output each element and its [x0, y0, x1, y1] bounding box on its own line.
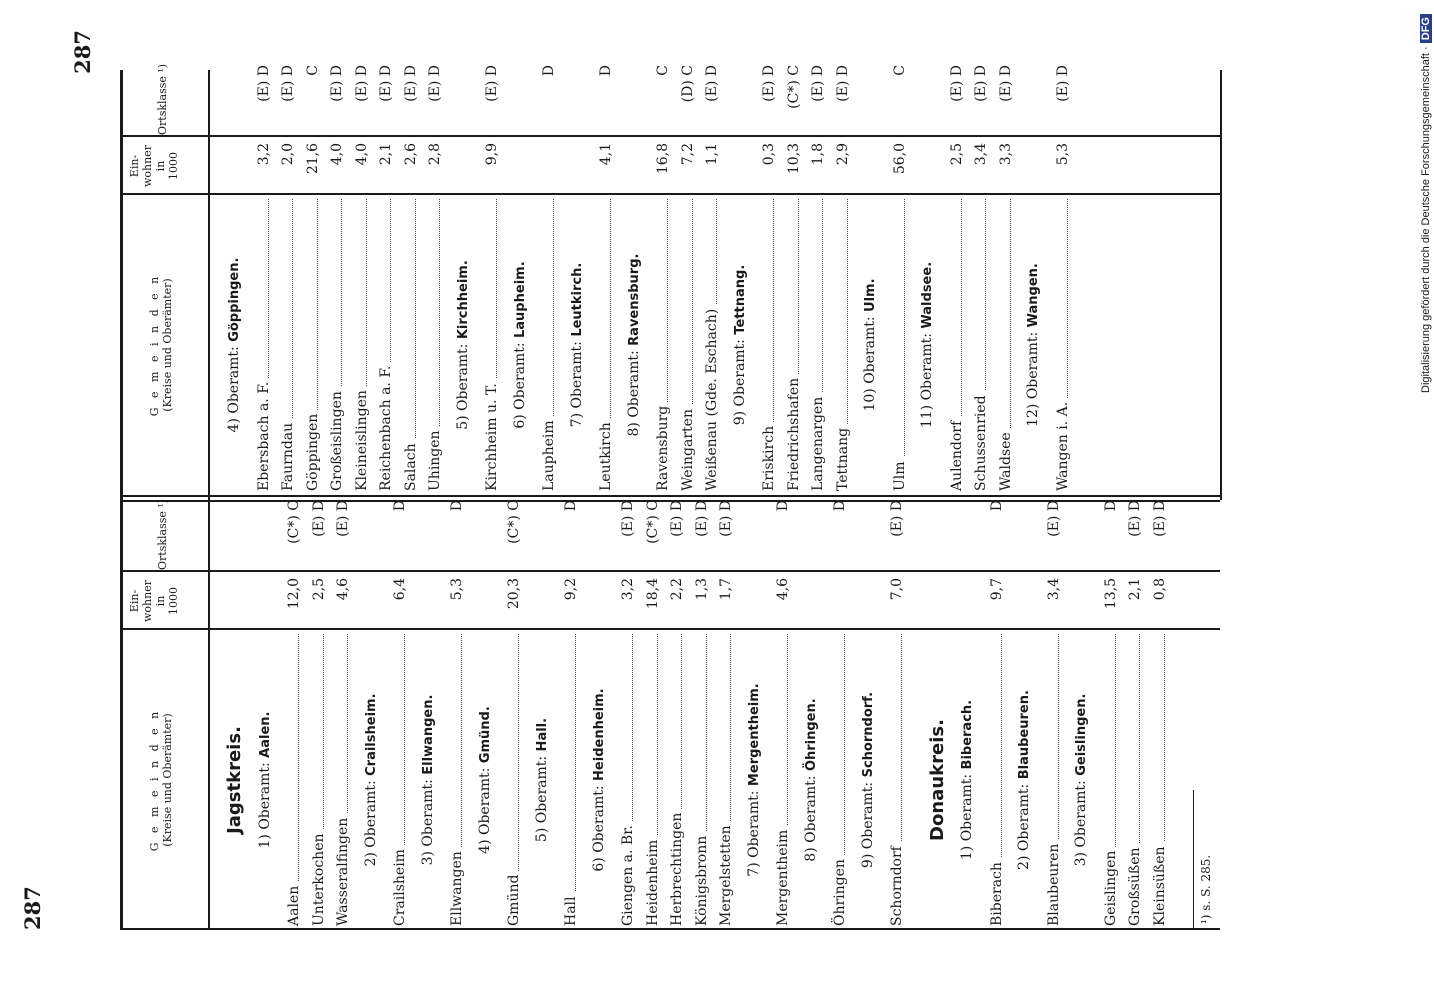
table-row: [400, 65, 422, 491]
einwohner-value: 20,3: [506, 578, 522, 610]
section-label: 5) Oberamt:: [533, 755, 550, 843]
table-row: [1043, 500, 1065, 926]
dot-leader: [889, 199, 905, 491]
table-row: [424, 65, 446, 491]
einwohner-value: 1,7: [718, 578, 734, 601]
gemeinde-name: Ulm: [889, 457, 911, 491]
table-row: [503, 500, 525, 926]
ortsklasse-value: (E) D: [693, 500, 710, 537]
footnote-rule: [1193, 790, 1194, 930]
einwohner-value: 4,0: [353, 143, 370, 166]
table-row: [889, 65, 911, 491]
header-gemeinden-title: G e m e i n d e n: [148, 708, 161, 852]
header-ortsklasse-left: Ortsklasse ¹): [156, 498, 169, 570]
table-row: [715, 500, 737, 926]
ortsklasse-value: D: [775, 500, 791, 512]
middle-double-rule-b: [120, 495, 1220, 497]
section-name: Waldsee.: [920, 261, 935, 329]
header-einwohner-line: wohner: [141, 145, 154, 187]
header-gemeinden-sub: (Kreise und Oberämter): [161, 713, 174, 847]
header-einwohner-line: Ein-: [128, 154, 141, 178]
section-heading: [860, 630, 876, 930]
einwohner-value: 7,2: [679, 143, 696, 166]
ortsklasse-value: (E) D: [889, 500, 905, 537]
section-name: Blaubeuren.: [1017, 690, 1032, 780]
gemeinde-name: Großsüßen: [1124, 843, 1146, 926]
ortsklasse-value: (E) D: [402, 65, 419, 102]
ortsklasse-value: (E) D: [1127, 500, 1143, 537]
section-heading: [1016, 630, 1032, 930]
ortsklasse-value: (E) D: [280, 65, 296, 102]
gemeinde-name: Weingarten: [677, 405, 699, 491]
table-row: [642, 500, 664, 926]
ortsklasse-value: (E) D: [834, 65, 851, 102]
section-name: Schorndorf.: [860, 691, 876, 778]
gemeinde-name: Uhingen: [424, 426, 446, 491]
einwohner-value: 12,0: [286, 578, 302, 610]
table-row: [446, 500, 468, 926]
gemeinde-name: Heidenheim: [642, 836, 664, 926]
ortsklasse-value: D: [541, 65, 557, 77]
section-heading: [569, 195, 585, 495]
einwohner-value: 18,4: [644, 578, 661, 610]
table-row: [283, 500, 305, 926]
table-row: [308, 500, 330, 926]
einwohner-value: 0,3: [761, 143, 777, 166]
gemeinde-name: Laupheim: [538, 416, 560, 491]
ortsklasse-value: (E) D: [1151, 500, 1168, 537]
gemeinde-name: Herbrechtingen: [666, 809, 688, 926]
section-heading: [420, 630, 436, 930]
page-number: 287: [70, 30, 95, 74]
section-name: Laupheim.: [512, 261, 528, 338]
ortsklasse-value: C: [304, 65, 321, 76]
ortsklasse-value: (E) D: [1054, 65, 1071, 102]
ortsklasse-value: D: [392, 500, 408, 512]
ortsklasse-value: (E) D: [335, 500, 351, 537]
ortsklasse-value: (C*) C: [785, 65, 802, 109]
section-heading: [512, 195, 528, 495]
einwohner-value: 9,9: [484, 143, 500, 166]
table-row: [617, 500, 639, 926]
ortsklasse-value: (E) D: [761, 65, 777, 102]
section-label: 6) Oberamt:: [590, 785, 607, 872]
section-heading: [455, 195, 471, 495]
table-row: [302, 65, 324, 491]
gemeinde-name: Weißenau (Gde. Eschach): [701, 305, 723, 491]
section-heading: [919, 195, 935, 495]
section-label: 9) Oberamt:: [731, 339, 748, 426]
table-row: [1124, 500, 1146, 926]
ortsklasse-value: (E) D: [329, 65, 345, 102]
ortsklasse-value: (E) D: [620, 500, 636, 537]
section-heading: [363, 630, 379, 930]
einwohner-value: 2,5: [948, 143, 965, 166]
section-heading: [591, 630, 607, 930]
section-name: Ravensburg.: [626, 253, 642, 346]
ortsklasse-value: (E) D: [669, 500, 685, 537]
funding-note: Digitalisierung gefördert durch die Deutsche Forschungsgemeinschaft: [1420, 53, 1432, 393]
section-name: Tettnang.: [732, 264, 748, 335]
section-label: 4) Oberamt:: [476, 767, 493, 854]
section-label: 12) Oberamt:: [1025, 331, 1041, 427]
ortsklasse-value: (E) D: [810, 65, 826, 102]
section-label: 7) Oberamt:: [568, 341, 585, 428]
einwohner-value: 4,6: [775, 578, 791, 601]
gemeinde-name: Schussenried: [970, 391, 992, 491]
ortsklasse-value: D: [832, 500, 848, 512]
section-name: Wangen.: [1026, 263, 1041, 328]
table-row: [886, 500, 908, 926]
section-name: Ulm.: [863, 278, 878, 312]
einwohner-value: 4,1: [598, 143, 614, 166]
gemeinde-name: Hall: [560, 892, 582, 926]
gemeinde-name: Öhringen: [829, 855, 851, 926]
gemeinde-name: Blaubeuren: [1043, 840, 1065, 926]
table-row: [375, 65, 397, 491]
bottom-rule-right: [1220, 70, 1222, 500]
header-gemeinden-sub: (Kreise und Oberämter): [161, 278, 174, 412]
table-row: [995, 65, 1017, 491]
ortsklasse-value: (E) D: [997, 65, 1014, 102]
einwohner-value: 3,3: [997, 143, 1014, 166]
funding-sidebar: Digitalisierung gefördert durch die Deutsche Forschungsgemeinschaft · DFG: [1418, 10, 1434, 990]
ortsklasse-value: (C*) C: [644, 500, 661, 544]
gemeinde-name: Wasseralfingen: [332, 814, 354, 926]
ortsklasse-value: (C*) C: [506, 500, 522, 544]
table-row: [691, 500, 713, 926]
ortsklasse-value: C: [891, 65, 908, 76]
section-label: 1) Oberamt:: [959, 773, 975, 861]
gemeinde-name: Salach: [400, 439, 422, 491]
einwohner-value: 21,6: [304, 143, 321, 175]
einwohner-value: 3,4: [1045, 578, 1062, 601]
dfg-logo: DFG: [1420, 14, 1432, 43]
gemeinde-name: Unterkochen: [308, 830, 330, 927]
gemeinde-name: Schorndorf: [886, 842, 908, 926]
footnote: ¹) s. S. 285.: [1199, 854, 1213, 924]
gemeinde-name: Friedrichshafen: [783, 374, 805, 491]
gemeinde-name: Kirchheim u. T.: [481, 379, 503, 491]
einwohner-value: 2,6: [402, 143, 419, 166]
einwohner-value: 6,4: [392, 578, 408, 601]
section-label: 1) Oberamt:: [256, 762, 273, 849]
ortsklasse-value: (E) D: [353, 65, 370, 102]
gemeinde-name: Aalen: [283, 882, 305, 926]
einwohner-value: 3,4: [973, 143, 989, 166]
gemeinde-name: Tettnang: [832, 424, 854, 491]
table-row: [481, 65, 503, 491]
einwohner-value: 4,0: [329, 143, 345, 166]
ortsklasse-value: D: [988, 500, 1005, 512]
table-row: [253, 65, 275, 491]
gemeinde-name: Wangen i. A.: [1052, 398, 1074, 491]
gemeinde-name: Reichenbach a. F.: [375, 362, 397, 491]
table-row: [970, 65, 992, 491]
einwohner-value: 1,3: [693, 578, 710, 601]
section-label: 6) Oberamt:: [511, 342, 528, 429]
table-row: [389, 500, 411, 926]
header-einwohner-right: [128, 137, 180, 195]
ortsklasse-value: (E) D: [973, 65, 989, 102]
header-gemeinden-left: [148, 630, 174, 930]
table-row: [560, 500, 582, 926]
table-row: [677, 65, 699, 491]
table-row: [652, 65, 674, 491]
table-row: [946, 65, 968, 491]
einwohner-value: 16,8: [655, 143, 671, 175]
einwohner-value: 2,2: [669, 578, 685, 601]
section-heading: [732, 195, 748, 495]
gemeinde-name: Kleineislingen: [351, 386, 373, 491]
table-row: [758, 65, 780, 491]
section-heading: [534, 630, 550, 930]
ortsklasse-value: D: [598, 65, 614, 77]
gemeinde-name: Geislingen: [1100, 847, 1122, 926]
gemeinde-name: Eriskirch: [758, 422, 780, 491]
table-row: [772, 500, 794, 926]
section-heading: [1025, 195, 1041, 495]
table-row: [829, 500, 851, 926]
gemeinde-name: Biberach: [986, 858, 1008, 926]
section-name: Göppingen.: [227, 257, 242, 342]
ortsklasse-value: (E) D: [484, 65, 500, 102]
ortsklasse-value: (E) D: [718, 500, 734, 537]
header-gemeinden-right: [148, 195, 174, 495]
gemeinde-name: Königsbronn: [691, 832, 713, 926]
gemeinde-name: Mergentheim: [772, 826, 794, 926]
header-gemeinden-title: G e m e i n d e n: [148, 273, 161, 417]
dot-leader: [560, 634, 576, 926]
section-label: 7) Oberamt:: [745, 790, 762, 877]
gemeinde-name: Ellwangen: [446, 847, 468, 926]
table-row: [807, 65, 829, 491]
gemeinde-name: Waldsee: [995, 428, 1017, 491]
ortsklasse-value: (E) D: [310, 500, 327, 537]
gemeinde-name: Mergelstetten: [715, 821, 737, 926]
table-row: [1100, 500, 1122, 926]
section-heading: [803, 630, 819, 930]
kreis-heading: Donaukreis.: [926, 719, 948, 841]
section-name: Ellwangen.: [420, 694, 436, 775]
einwohner-value: 4,6: [335, 578, 351, 601]
ortsklasse-value: (E) D: [255, 65, 272, 102]
section-name: Kirchheim.: [455, 260, 471, 340]
page-number: 287: [20, 886, 45, 930]
section-label: 10) Oberamt:: [862, 316, 878, 412]
section-heading: [626, 195, 642, 495]
section-name: Aalen.: [257, 711, 273, 758]
left-edge-rule: [120, 928, 1220, 930]
gemeinde-name: Großeislingen: [326, 387, 348, 491]
header-einwohner-line: wohner: [141, 580, 154, 622]
ortsklasse-value: (D) C: [679, 65, 696, 103]
table-row: [832, 65, 854, 491]
einwohner-value: 3,2: [620, 578, 636, 601]
table-row: [277, 65, 299, 491]
gemeinde-name: Faurndau: [277, 419, 299, 491]
section-heading: [746, 630, 762, 930]
einwohner-value: 10,3: [785, 143, 802, 175]
table-row: [1149, 500, 1171, 926]
section-label: 5) Oberamt:: [454, 343, 471, 430]
header-einwohner-line: in: [154, 595, 167, 607]
gemeinde-name: Ravensburg: [652, 402, 674, 491]
ortsklasse-value: (C*) C: [286, 500, 302, 544]
einwohner-value: 3,2: [255, 143, 272, 166]
gemeinde-name: Gmünd: [503, 871, 525, 926]
einwohner-value: 2,1: [1127, 578, 1143, 601]
einwohner-value: 0,8: [1151, 578, 1168, 601]
header-ortsklasse-right: Ortsklasse ¹): [156, 63, 169, 135]
table-row: [986, 500, 1008, 926]
einwohner-value: 9,2: [563, 578, 579, 601]
section-heading: [477, 630, 493, 930]
header-einwohner-line: Ein-: [128, 589, 141, 613]
einwohner-value: 2,9: [834, 143, 851, 166]
section-heading: [226, 195, 242, 495]
gemeinde-name: Ebersbach a. F.: [253, 378, 275, 491]
gemeinde-name: Aulendorf: [946, 417, 968, 491]
section-label: 8) Oberamt:: [802, 775, 819, 862]
gemeinde-name: Crailsheim: [389, 845, 411, 926]
ortsklasse-value: D: [1102, 500, 1119, 512]
einwohner-value: 2,1: [378, 143, 394, 166]
einwohner-value: 56,0: [891, 143, 908, 175]
einwohner-value: 7,0: [889, 578, 905, 601]
einwohner-value: 5,3: [1054, 143, 1071, 166]
ortsklasse-value: (E) D: [948, 65, 965, 102]
section-label: 8) Oberamt:: [625, 350, 642, 437]
section-heading: [862, 195, 878, 495]
einwohner-value: 2,8: [427, 143, 443, 166]
section-name: Crailsheim.: [363, 693, 379, 776]
table-row: [326, 65, 348, 491]
gemeinde-name: Kleinsüßen: [1149, 842, 1171, 926]
ortsklasse-value: C: [655, 65, 671, 76]
section-label: 4) Oberamt:: [226, 346, 242, 433]
kreis-heading: Jagstkreis.: [224, 726, 245, 834]
section-name: Hall.: [534, 717, 550, 752]
section-name: Mergentheim.: [746, 683, 762, 787]
einwohner-value: 2,0: [280, 143, 296, 166]
section-name: Heidenheim.: [591, 688, 607, 781]
header-einwohner-line: 1000: [167, 587, 180, 615]
section-name: Leutkirch.: [569, 262, 585, 337]
gemeinde-name: Giengen a. Br.: [617, 821, 639, 926]
ortsklasse-value: (E) D: [427, 65, 443, 102]
table-row: [538, 65, 560, 491]
table-row: [666, 500, 688, 926]
ortsklasse-value: (E) D: [378, 65, 394, 102]
header-einwohner-line: in: [154, 160, 167, 172]
einwohner-value: 9,7: [988, 578, 1005, 601]
section-heading: [1073, 630, 1089, 930]
gemeinde-name: Göppingen: [302, 410, 324, 491]
einwohner-value: 5,3: [449, 578, 465, 601]
einwohner-value: 1,1: [704, 143, 720, 166]
section-label: 2) Oberamt:: [1016, 783, 1032, 870]
einwohner-value: 13,5: [1102, 578, 1119, 610]
ortsklasse-value: D: [449, 500, 465, 512]
section-name: Geislingen.: [1074, 693, 1089, 776]
section-heading: [959, 630, 975, 930]
section-label: 11) Oberamt:: [919, 333, 935, 429]
table-row: [332, 500, 354, 926]
ortsklasse-value: D: [563, 500, 579, 512]
ortsklasse-value: (E) D: [704, 65, 720, 102]
einwohner-value: 2,5: [310, 578, 327, 601]
section-heading: [257, 630, 273, 930]
table-area: [120, 63, 1220, 930]
ortsklasse-value: (E) D: [1045, 500, 1062, 537]
table-row: [701, 65, 723, 491]
gemeinde-name: Langenargen: [807, 393, 829, 491]
section-name: Biberach.: [960, 699, 975, 770]
header-einwohner-left: [128, 572, 180, 630]
table-row: [351, 65, 373, 491]
section-label: 9) Oberamt:: [859, 781, 876, 869]
table-row: [1052, 65, 1074, 491]
gemeinde-name: Leutkirch: [595, 418, 617, 491]
section-name: Öhringen.: [803, 698, 819, 772]
einwohner-value: 1,8: [810, 143, 826, 166]
section-name: Gmünd.: [477, 706, 493, 764]
table-row: [783, 65, 805, 491]
table-row: [595, 65, 617, 491]
section-label: 3) Oberamt:: [419, 779, 436, 866]
header-einwohner-line: 1000: [167, 152, 180, 180]
section-label: 2) Oberamt:: [362, 780, 379, 867]
section-label: 3) Oberamt:: [1073, 780, 1089, 867]
